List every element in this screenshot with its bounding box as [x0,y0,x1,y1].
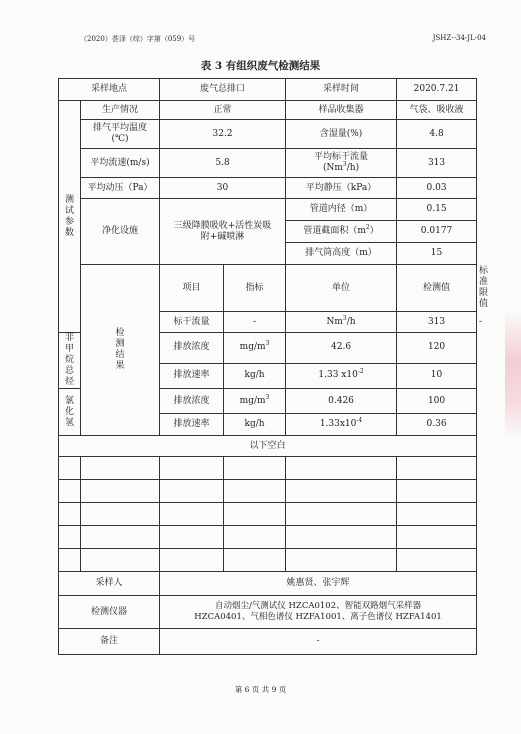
blank-note: 以下空白 [59,436,477,457]
nmhc-conc-value: 42.6 [286,333,397,364]
exhaust-gas-result-table [58,78,489,655]
table-title: 表 3 有组织废气检测结果 [200,60,321,72]
remark-label: 备注 [59,629,160,655]
std-flow-label: 平均标干流量 (Nm$^3$/h) [286,149,397,178]
pipe-area-value: 0.0177 [397,221,477,243]
empty-row [59,457,477,480]
instrument-value: 自动烟尘/气测试仪 HZCA0102、智能双路烟气采样器 HZCA0401、气相色谱仪 HZFA1001、离子色谱仪 HZFA1401 [160,596,477,629]
empty-row [59,503,477,526]
empty-row [59,480,477,503]
dynamic-pressure-label: 平均动压（Pa） [81,178,160,199]
purification-value: 三级降膜吸收+活性炭吸 附+碱喷淋 [160,199,286,265]
sampling-site-label: 采样地点 [59,79,160,101]
hcl-rate-value: $1.33x10^{-4}$ [286,414,397,436]
hcl-conc-limit: 100 [397,389,477,414]
flow-indicator: - [224,312,286,333]
params-section-label: 测试参数 [59,101,81,333]
temperature-value: 32.2 [160,120,286,149]
sampling-row [59,79,477,101]
hcl-item: 氯化氢 [59,389,81,436]
results-header-row: 检测结果 项目 指标 单位 检测值 标准 限值 [59,265,477,312]
flow-value: 5.8 [160,149,286,178]
pipe-diameter-label: 管道内径（m） [286,199,397,221]
temperature-label: 排气平均温度 (℃) [81,120,160,149]
col-indicator: 指标 [224,265,286,312]
static-pressure-value: 0.03 [397,178,477,199]
dynamic-pressure-value: 30 [160,178,286,199]
hcl-rate-unit: kg/h [224,414,286,436]
flow-label: 平均流速(m/s) [81,149,160,178]
remark-row [59,629,477,655]
param-row-pipe-diameter [59,199,477,221]
instrument-row [59,596,477,629]
sampling-time-label: 采样时间 [286,79,397,101]
page-number: 第 6 页 共 9 页 [234,685,287,694]
col-item: 项目 [160,265,224,312]
blank-note-row [59,436,477,457]
param-row-flow [59,149,477,178]
param-row-pressure [59,178,477,199]
hcl-conc-unit: $mg/m^3$ [224,389,286,414]
hcl-rate-label: 排放速率 [160,414,224,436]
nmhc-rate-value: 1.33 $x10^{-2}$ [286,363,397,388]
hcl-conc-label: 排放浓度 [160,389,224,414]
sampling-site-value: 废气总排口 [160,79,286,101]
flow-result-value: 313 [397,312,477,333]
form-code: JSHZ--34-JL-04 [432,34,486,42]
sampler-value: 姚惠贤、张宇辉 [160,572,477,596]
production-value: 正常 [160,101,286,120]
hcl-rate-limit: 0.36 [397,414,477,436]
pipe-diameter-value: 0.15 [397,199,477,221]
param-row-temperature [59,120,477,149]
moisture-label: 含湿量(%) [286,120,397,149]
document-number: （2020）荟泽（综）字第（059）号 [80,35,196,43]
nmhc-conc-label: 排放浓度 [160,333,224,364]
sampling-time-value: 2020.7.21 [397,79,477,101]
sampler-label: 采样人 [59,572,160,596]
stack-height-value: 15 [397,243,477,265]
purification-label: 净化设施 [81,199,160,265]
pipe-area-label: 管道截面积$(m^2)$ [286,221,397,243]
moisture-value: 4.8 [397,120,477,149]
nmhc-conc-limit: 120 [397,333,477,364]
production-label: 生产情况 [81,101,160,120]
nmhc-conc-unit: $mg/m^3$ [224,333,286,364]
param-row-production [59,101,477,120]
results-section-label: 检测结果 [81,265,160,436]
nmhc-item: 非甲烷总烃 [59,333,81,389]
flow-item: 标干流量 [160,312,224,333]
nmhc-rate-limit: 10 [397,363,477,388]
result-row-flow: 标干流量 - Nm$^3$/h 313 - [59,312,477,333]
nmhc-rate-unit: kg/h [224,363,286,388]
seal-stamp-edge [505,310,521,440]
static-pressure-label: 平均静压（kPa） [286,178,397,199]
nmhc-rate-label: 排放速率 [160,363,224,388]
instrument-label: 检测仪器 [59,596,160,629]
sampler-row [59,572,477,596]
empty-row [59,549,477,572]
flow-unit: Nm$^3$/h [286,312,397,333]
collector-value: 气袋、吸收液 [397,101,477,120]
hcl-conc-value: 0.426 [286,389,397,414]
stack-height-label: 排气筒高度（m） [286,243,397,265]
std-flow-value: 313 [397,149,477,178]
empty-row [59,526,477,549]
collector-label: 样品收集器 [286,101,397,120]
col-value: 检测值 [397,265,477,312]
remark-value: - [160,629,477,655]
col-unit: 单位 [286,265,397,312]
